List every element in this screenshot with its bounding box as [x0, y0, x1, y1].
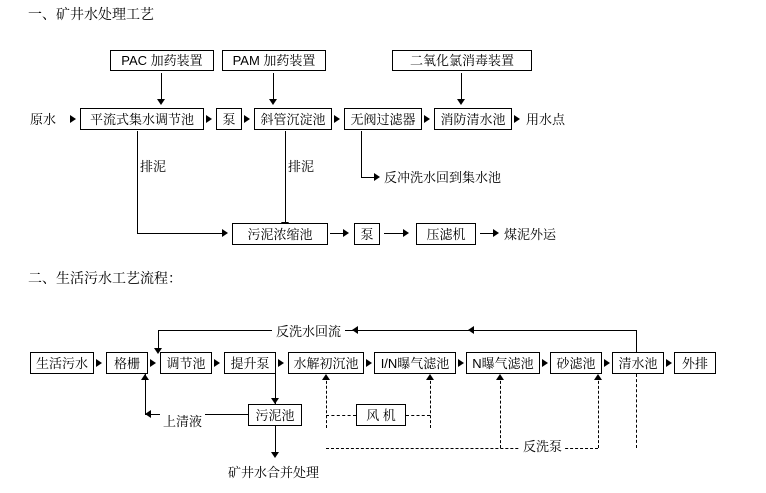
dosing-pam-arrowhead	[269, 99, 277, 105]
flow2-supernatant-arrowhead	[141, 374, 149, 380]
flow1-sludge-arrow1-line	[330, 233, 344, 234]
flow2-arrow-9	[666, 359, 672, 367]
flow2-node-regulating-tank: 调节池	[160, 352, 212, 374]
flow1-sludge-left-arrowhead	[222, 229, 228, 237]
flow1-node-coal-slime-transport: 煤泥外运	[504, 226, 557, 242]
flow2-node-hydrolysis-primary-settler: 水解初沉池	[288, 352, 364, 374]
flow2-backwash-pump-source-riser	[636, 374, 637, 448]
dosing-clo2-connector	[461, 73, 462, 101]
flow2-arrow-5	[366, 359, 372, 367]
flow2-node-lift-pump: 提升泵	[224, 352, 276, 374]
flow1-arrow-4	[334, 115, 340, 123]
flow2-backwash-return-arrow-left-1	[352, 326, 358, 334]
flow2-merge-arrowhead	[271, 452, 279, 458]
dosing-box-pam: PAM 加药装置	[222, 50, 326, 71]
flow2-label-backwash-pump: 反洗泵	[520, 437, 565, 455]
flow2-backwash-return-riser	[636, 330, 637, 352]
flow1-arrow-1	[70, 115, 76, 123]
flow2-supernatant-arrow-left	[145, 410, 151, 418]
section2-heading: 二、生活污水工艺流程：	[28, 270, 182, 286]
flow2-backwash-return-arrow-left-2	[468, 326, 474, 334]
flow2-backwash-pump-mid-riser	[500, 376, 501, 448]
flow2-node-clean-water-tank: 清水池	[612, 352, 664, 374]
dosing-pam-connector	[273, 73, 274, 101]
flow1-arrow-6	[514, 115, 520, 123]
flow1-node-filter-press: 压滤机	[416, 223, 476, 245]
flow2-node-domestic-sewage: 生活污水	[30, 352, 94, 374]
flow2-supernatant-vline	[145, 374, 146, 414]
flow1-node-raw-water: 原水	[30, 111, 57, 127]
section1-heading: 一、矿井水处理工艺	[28, 6, 154, 22]
flow2-arrow-1	[96, 359, 102, 367]
flow2-air-line-right-vertical	[430, 376, 431, 428]
flow2-air-line-right-hline	[406, 415, 430, 416]
flow1-arrow-3	[244, 115, 250, 123]
flow1-sludge-arrow-1	[343, 229, 349, 237]
flow2-label-merge-treatment: 矿井水合并处理	[228, 464, 320, 480]
flow1-node-sludge-pump: 泵	[354, 223, 380, 245]
flow2-arrow-2	[150, 359, 156, 367]
flow1-backwash-vline	[361, 131, 362, 177]
flow2-node-grille: 格栅	[106, 352, 148, 374]
flow2-arrow-7	[542, 359, 548, 367]
flow2-node-n-aeration-filter: N曝气滤池	[466, 352, 540, 374]
flow2-sludge-tank-feed-arrowhead	[271, 398, 279, 404]
flow2-backwash-return-arrowhead	[154, 348, 162, 354]
dosing-box-clo2: 二氧化氯消毒装置	[392, 50, 532, 71]
flow1-backwash-arrowhead	[374, 173, 380, 181]
flow2-node-in-aeration-filter: I/N曝气滤池	[374, 352, 456, 374]
dosing-clo2-arrowhead	[457, 99, 465, 105]
flow2-air-line-left-hline	[326, 415, 356, 416]
flow2-label-supernatant: 上清液	[160, 412, 205, 430]
flow2-backwash-return-hline	[158, 330, 636, 331]
dosing-pac-connector	[161, 73, 162, 101]
flow1-arrow-2	[206, 115, 212, 123]
flow1-node-inclined-tube-settler: 斜管沉淀池	[254, 108, 332, 130]
flow2-backwash-pump-arrow-mid	[496, 374, 504, 380]
flow2-node-discharge: 外排	[674, 352, 716, 374]
flow2-air-line-left-vertical	[326, 376, 327, 428]
flow2-label-backwash-return: 反洗水回流	[272, 322, 345, 340]
flow1-sludge-arrow3-line	[480, 233, 494, 234]
flow1-sludge-left-hline	[137, 233, 223, 234]
flow1-sludge-mid-vline	[285, 131, 286, 224]
dosing-pac-arrowhead	[157, 99, 165, 105]
flow2-arrow-3	[214, 359, 220, 367]
flow1-sludge-left-vline	[137, 131, 138, 234]
flow2-node-sand-filter: 砂滤池	[550, 352, 602, 374]
flow1-label-sludge-mid: 排泥	[288, 158, 315, 174]
flow1-node-regulating-tank: 平流式集水调节池	[80, 108, 204, 130]
flow1-node-valveless-filter: 无阀过滤器	[344, 108, 422, 130]
flow1-arrow-5	[424, 115, 430, 123]
flow2-air-right-arrowhead	[426, 374, 434, 380]
flow2-arrow-8	[604, 359, 610, 367]
flow2-backwash-pump-arrow-right	[594, 374, 602, 380]
flow2-arrow-4	[278, 359, 284, 367]
flow1-label-sludge-left: 排泥	[140, 158, 167, 174]
flow2-arrow-6	[458, 359, 464, 367]
flow1-node-clean-water-tank: 消防清水池	[434, 108, 512, 130]
flow2-backwash-pump-right-riser	[598, 376, 599, 448]
flow2-node-sludge-tank: 污泥池	[248, 404, 302, 426]
flow1-label-backwash-return: 反冲洗水回到集水池	[384, 169, 502, 185]
flow1-node-water-point: 用水点	[526, 111, 566, 127]
flow1-node-pump: 泵	[216, 108, 242, 130]
flow1-sludge-arrow2-line	[384, 233, 404, 234]
flow1-node-sludge-thickener: 污泥浓缩池	[232, 223, 328, 245]
dosing-box-pac: PAC 加药装置	[110, 50, 214, 71]
flow2-node-blower: 风 机	[356, 404, 406, 426]
flow1-sludge-arrow-2	[403, 229, 409, 237]
flow2-air-left-arrowhead	[322, 374, 330, 380]
flow1-sludge-arrow-3	[493, 229, 499, 237]
